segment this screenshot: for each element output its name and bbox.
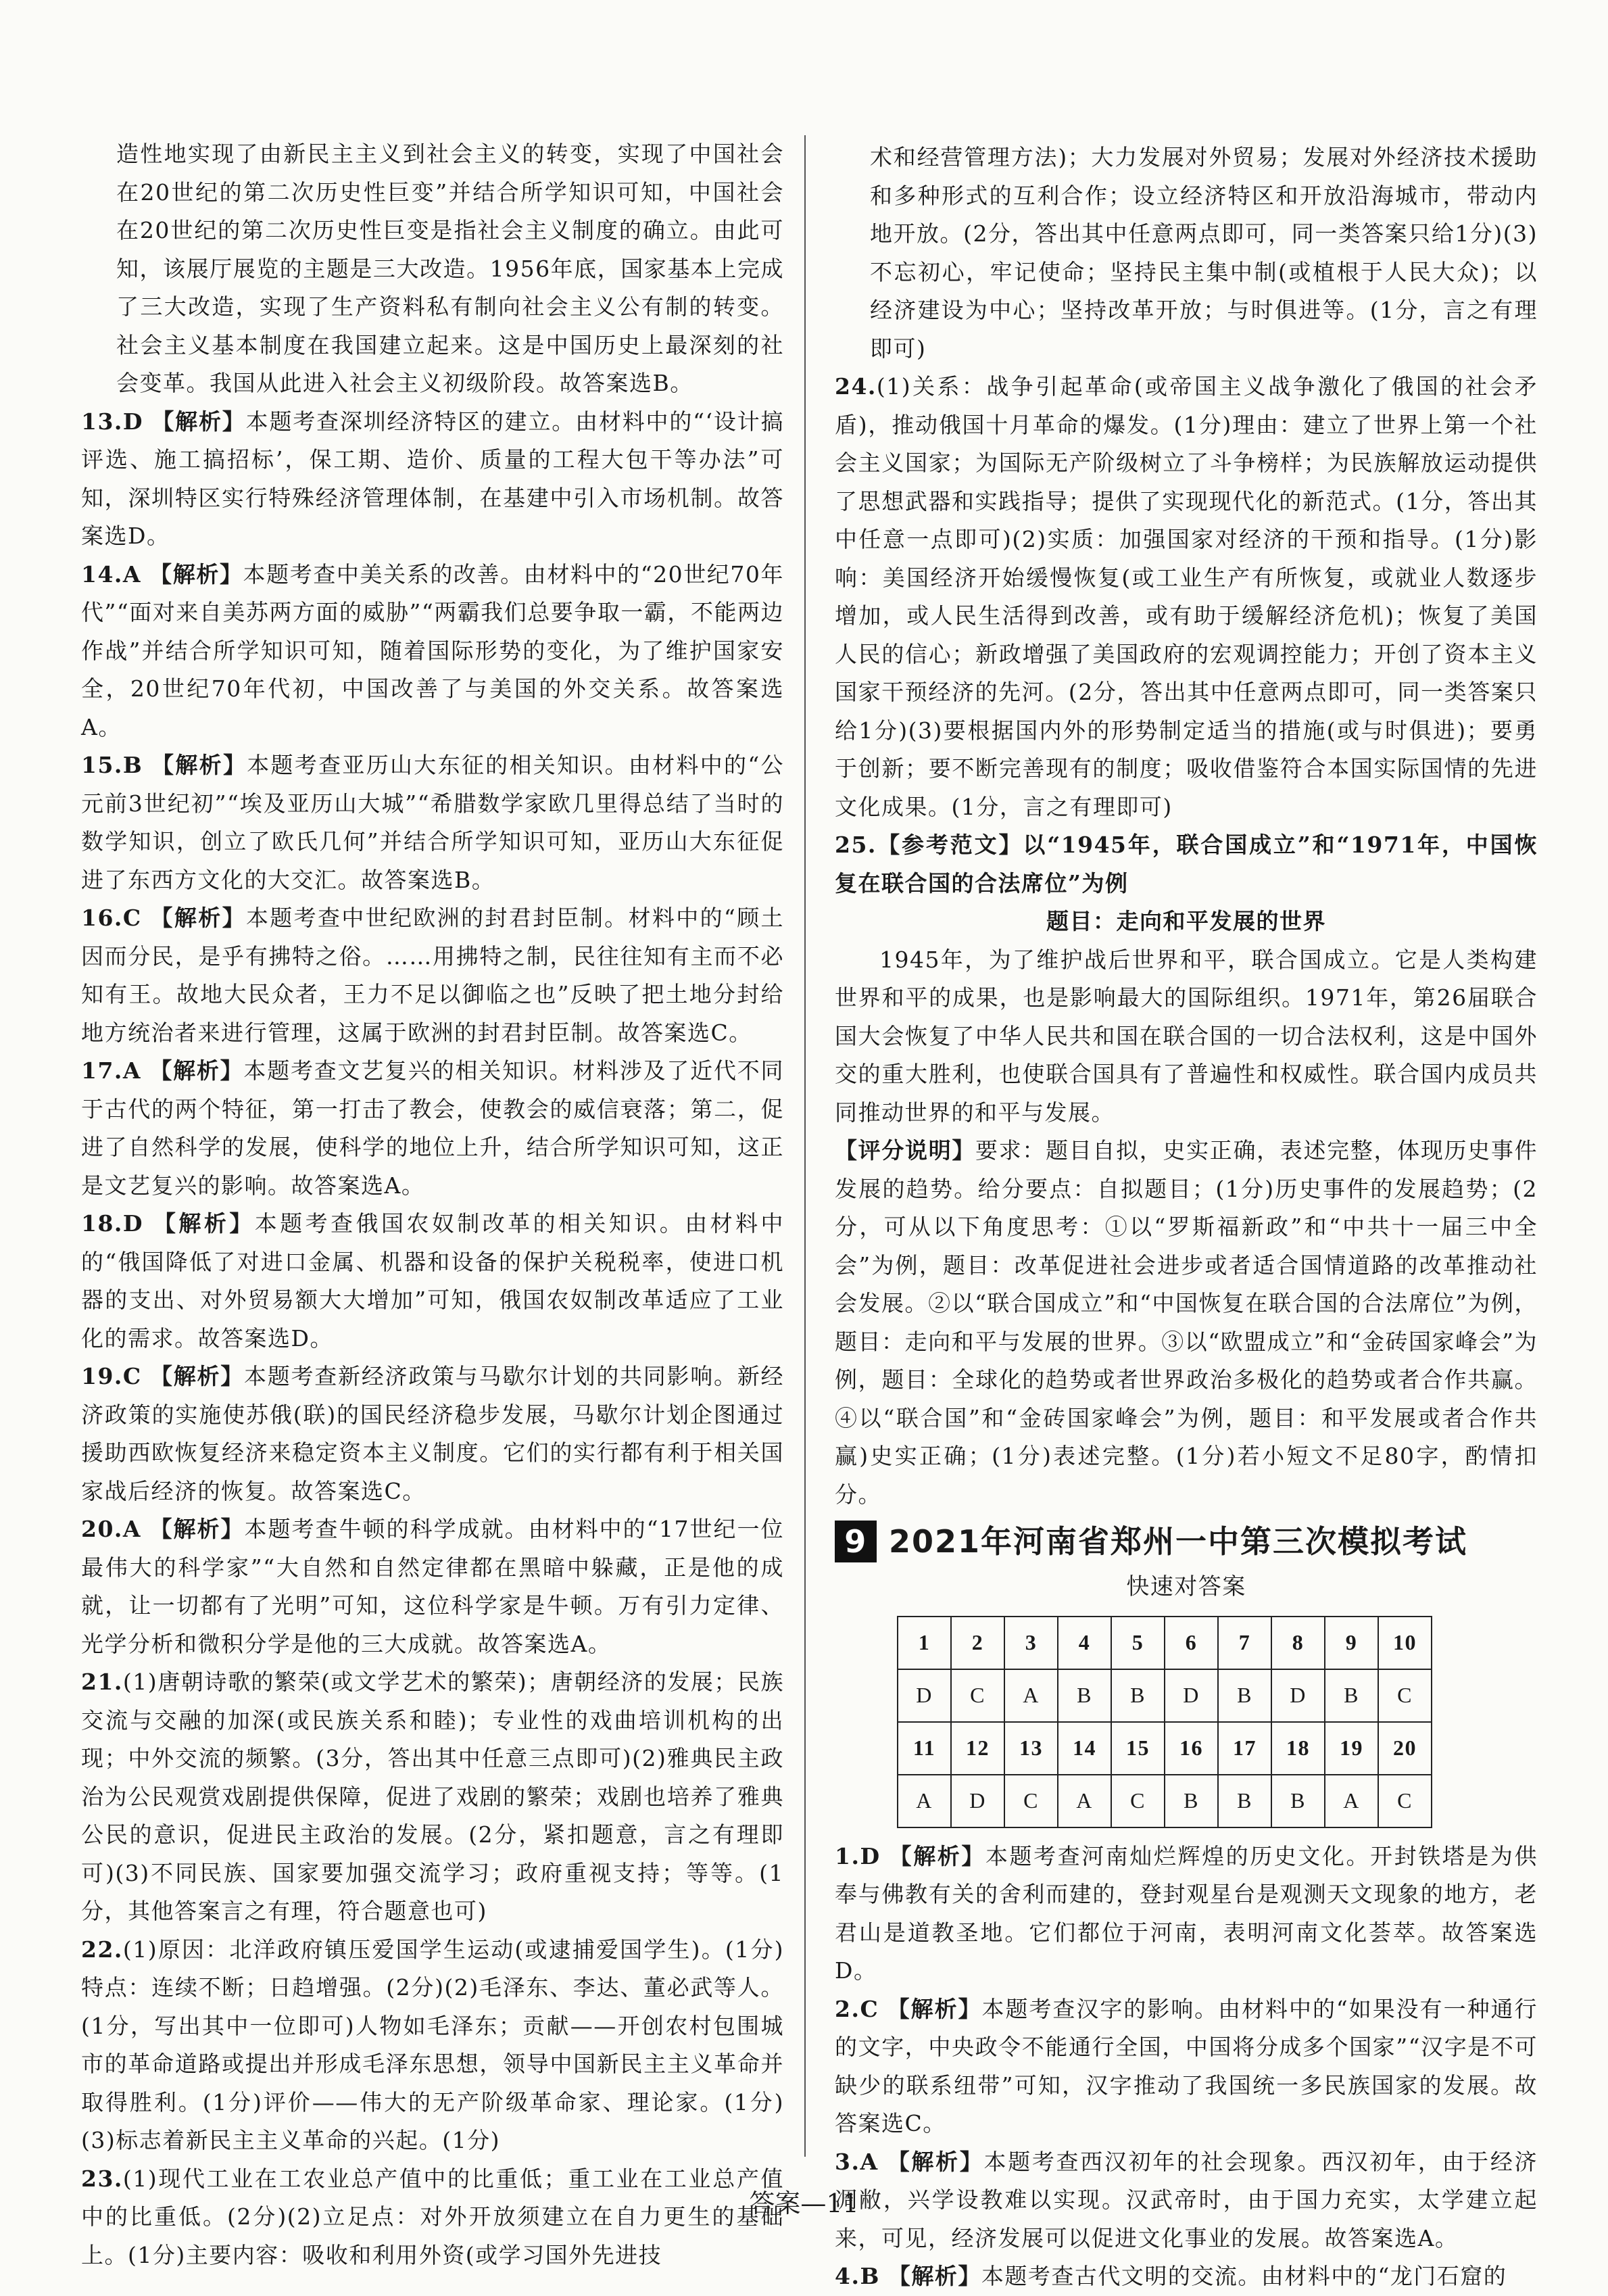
table-cell: C [1378,1775,1432,1827]
question-number: 1. [835,1842,860,1869]
quick-answer-caption: 快速对答案 [1126,1573,1246,1600]
answer-text: (1)唐朝诗歌的繁荣(或文学艺术的繁荣)；唐朝经济的发展；民族交流与交融的加深(或民族关系和睦)；专业性的戏曲培训机构的出现；中外交流的频繁。(3分，答出其中任意三点即可)(2)雅典民主政治为公民观赏戏剧提供保障，促进了戏剧的繁荣；戏剧也培养了雅典公民的意识，促进民主政治的发展。(2分，紧扣题意，言之有理即可)(3)不同民族、国家要加强交流学习；政府重视支持；等等。(1分，其他答案言之有理，符合题意也可) [81,1669,784,1924]
answer-item-e4 [835,2257,1538,2296]
table-cell: D [898,1669,951,1722]
answer-item-21 [81,1663,784,1931]
analysis-text: 本题考查文艺复兴的相关知识。材料涉及了近代不同于古代的两个特征，第一打击了教会，使教会的威信衰落；第二，促进了自然科学的发展，使科学的地位上升，结合所学知识可知，这正是文艺复兴的影响。故答案选A。 [81,1057,785,1199]
analysis-tag: 【解析】 [153,1210,255,1237]
table-cell: D [951,1775,1004,1827]
answer-item-20 [81,1510,784,1663]
table-cell: C [1004,1775,1058,1827]
table-cell: 4 [1058,1617,1111,1669]
answer-item-24 [835,368,1538,826]
question-number: 15. [81,752,123,778]
table-cell: D [1165,1669,1218,1722]
answer-item-17 [81,1052,784,1205]
analysis-text: 本题考查河南灿烂辉煌的历史文化。开封铁塔是为供奉与佛教有关的舍利而建的，登封观星台是观测天文现象的地方，老君山是道教圣地。它们都位于河南，表明河南文化荟萃。故答案选D。 [835,1842,1538,1984]
answer-letter: D [122,1210,144,1237]
answer-item-e2 [835,1990,1538,2143]
analysis-text: 本题考查新经济政策与马歇尔计划的共同影响。新经济政策的实施使苏俄(联)的国民经济稳步发展，马歇尔计划企图通过援助西欧恢复经济来稳定资本主义制度。它们的实行都有利于相关国家战后经济的恢复。故答案选C。 [81,1363,785,1504]
analysis-tag: 【解析】 [151,752,247,778]
question-number: 18. [81,1210,123,1237]
question-number: 4. [835,2263,860,2289]
table-row-numbers-1 [898,1617,1432,1669]
analysis-tag: 【解析】 [889,1842,985,1869]
analysis-tag: 【解析】 [887,2263,981,2289]
table-cell: 5 [1111,1617,1165,1669]
analysis-text: 本题考查中美关系的改善。由材料中的“20世纪70年代”“面对来自美苏两方面的威胁”“两霸我们总要争取一霸，不能两边作战”并结合所学知识可知，随着国际形势的变化，为了维护国家安全，20世纪70年代初，中国改善了与美国的外交关系。故答案选A。 [81,560,784,740]
question-number: 2. [835,1995,860,2022]
analysis-text: 本题考查西汉初年的社会现象。西汉初年，由于经济凋敝，兴学设教难以实现。汉武帝时，由于国力充实，太学建立起来，可见，经济发展可以促进文化事业的发展。故答案选A。 [835,2148,1538,2251]
table-cell: 8 [1271,1617,1325,1669]
table-cell: C [951,1669,1004,1722]
answer-letter: A [122,560,142,588]
answer-text: (1)现代工业在工农业总产值中的比重低；重工业在工业总产值中的比重低。(2分)(2)立足点：对外开放须建立在自力更生的基础上。(1分)主要内容：吸收和利用外资(或学习国外先进技 [81,2165,784,2268]
answer-letter: D [860,1842,881,1869]
table-cell: 9 [1325,1617,1378,1669]
table-cell: 6 [1165,1617,1218,1669]
right-column [835,139,1538,2296]
answer-item-25 [835,826,1538,903]
question-number: 13. [81,408,123,435]
answer-letter: A [860,2148,879,2175]
exam-title: 2021年河南省郑州一中第三次模拟考试 [889,1523,1468,1560]
question-number: 21. [81,1669,123,1695]
answer-letter: C [860,1995,879,2022]
scoring-tag: 【评分说明】 [835,1137,976,1164]
question-number: 20. [81,1516,123,1542]
table-cell: 2 [951,1617,1004,1669]
table-cell: A [898,1775,951,1827]
answer-item-13 [81,403,784,556]
essay-title: 题目：走向和平发展的世界 [1046,908,1326,934]
answer-item-14 [81,556,784,747]
table-cell: 15 [1111,1722,1165,1775]
table-cell: B [1325,1669,1378,1722]
table-cell: 12 [951,1722,1004,1775]
answer-item-e1 [835,1838,1538,1990]
answer-item-18 [81,1205,784,1358]
scoring-text: 要求：题目自拟，史实正确，表述完整，体现历史事件发展的趋势。给分要点：自拟题目；(1分)历史事件的发展趋势；(2分，可从以下角度思考：①以“罗斯福新政”和“中共十一届三中全会”为例，题目：改革促进社会进步或者适合国情道路的改革推动社会发展。②以“联合国成立”和“中国恢复在联合国的合法席位”为例，题目：走向和平与发展的世界。③以“欧盟成立”和“金砖国家峰会”为例，题目：全球化的趋势或者世界政治多极化的趋势或者合作共赢。④以“联合国”和“金砖国家峰会”为例，题目：和平发展或者合作共赢)史实正确；(1分)表述完整。(1分)若小短文不足80字，酌情扣分。 [835,1137,1538,1508]
quick-answer-table [897,1616,1432,1828]
table-cell: B [1218,1775,1271,1827]
analysis-text: 本题考查古代文明的交流。由材料中的“龙门石窟的 [981,2263,1507,2289]
page-footer: 答案—11 [749,2189,859,2218]
question-number: 22. [81,1936,123,1963]
reference-essay-tag: 【参考范文】 [876,832,1023,858]
answer-item-15 [81,746,784,899]
table-row-numbers-2 [898,1722,1432,1775]
table-cell: 14 [1058,1722,1111,1775]
table-cell: 20 [1378,1722,1432,1775]
table-row-answers-1 [898,1669,1432,1722]
table-cell: 19 [1325,1722,1378,1775]
table-cell: 13 [1004,1722,1058,1775]
column-divider [804,135,806,2157]
table-cell: A [1325,1775,1378,1827]
question-number: 14. [81,560,123,588]
table-cell: A [1058,1775,1111,1827]
table-cell: 17 [1218,1722,1271,1775]
table-cell: D [1271,1669,1325,1722]
table-cell: 7 [1218,1617,1271,1669]
essay-body: 1945年，为了维护战后世界和平，联合国成立。它是人类构建世界和平的成果，也是影响最大的国际组织。1971年，第26届联合国大会恢复了中华人民共和国在联合国的一切合法权利，这是中国外交的重大胜利，也使联合国具有了普遍性和权威性。联合国内成员共同推动世界的和平与发展。 [835,946,1538,1126]
analysis-tag: 【解析】 [149,560,243,588]
question-number: 25. [835,832,877,858]
question-number: 3. [835,2148,860,2175]
answer-letter: D [122,408,144,435]
analysis-tag: 【解析】 [887,2148,984,2175]
analysis-tag: 【解析】 [887,1995,982,2022]
continued-answer-23: 术和经营管理方法)；大力发展对外贸易；发展对外经济技术援助和多种形式的互利合作；设立经济特区和开放沿海城市，带动内地开放。(2分，答出其中任意两点即可，同一类答案只给1分)(3)不忘初心，牢记使命；坚持民主集中制(或植根于人民大众)；以经济建设为中心；坚持改革开放；与时俱进等。(1分，言之有理即可) [870,144,1538,362]
answer-text: (1)原因：北洋政府镇压爱国学生运动(或逮捕爱国学生)。(1分)特点：连续不断；日趋增强。(2分)(2)毛泽东、李达、董必武等人。(1分，写出其中一位即可)人物如毛泽东；贡献——开创农村包围城市的革命道路或提出并形成毛泽东思想，领导中国新民主主义革命并取得胜利。(1分)评价——伟大的无产阶级革命家、理论家。(1分)(3)标志着新民主主义革命的兴起。(1分) [81,1936,784,2153]
analysis-tag: 【解析】 [149,1363,244,1389]
table-cell: B [1218,1669,1271,1722]
analysis-tag: 【解析】 [149,1057,244,1084]
table-row-answers-2 [898,1775,1432,1827]
answer-item-16 [81,899,784,1052]
analysis-text: 本题考查汉字的影响。由材料中的“如果没有一种通行的文字，中央政令不能通行全国，中国将分成多个国家”“汉字是不可缺少的联系纽带”可知，汉字推动了我国统一多民族国家的发展。故答案选C。 [835,1995,1538,2136]
reference-essay-heading: 以“1945年，联合国成立”和“1971年，中国恢复在联合国的合法席位”为例 [835,832,1538,896]
analysis-tag: 【解析】 [151,408,246,435]
question-number: 16. [81,905,123,931]
table-cell: 10 [1378,1617,1432,1669]
answer-letter: A [122,1057,142,1084]
table-cell: 11 [898,1722,951,1775]
exam-number-badge: 9 [835,1521,877,1562]
question-number: 24. [835,373,877,400]
table-cell: B [1165,1775,1218,1827]
table-cell: 18 [1271,1722,1325,1775]
question-number: 23. [81,2165,123,2192]
exam-header [835,1521,1538,1562]
table-cell: A [1004,1669,1058,1722]
table-cell: C [1111,1775,1165,1827]
question-number: 17. [81,1057,123,1084]
analysis-text: 本题考查俄国农奴制改革的相关知识。由材料中的“俄国降低了对进口金属、机器和设备的保护关税税率，使进口机器的支出、对外贸易额大大增加”可知，俄国农奴制改革适应了工业化的需求。故答案选D。 [81,1210,785,1352]
question-number: 19. [81,1363,123,1389]
table-cell: 1 [898,1617,951,1669]
answer-item-19 [81,1358,784,1510]
answer-letter: A [122,1516,142,1542]
analysis-text: 本题考查牛顿的科学成就。由材料中的“17世纪一位最伟大的科学家”“大自然和自然定律都在黑暗中躲藏，正是他的成就，让一切都有了光明”可知，这位科学家是牛顿。万有引力定律、光学分析和微积分学是他的三大成就。故答案选A。 [81,1516,784,1657]
table-cell: 16 [1165,1722,1218,1775]
table-cell: 3 [1004,1617,1058,1669]
table-cell: B [1058,1669,1111,1722]
answer-item-22 [81,1931,784,2160]
answer-letter: B [122,752,143,778]
analysis-tag: 【解析】 [150,905,246,931]
table-cell: C [1378,1669,1432,1722]
answer-text: (1)关系：战争引起革命(或帝国主义战争激化了俄国的社会矛盾)，推动俄国十月革命的爆发。(1分)理由：建立了世界上第一个社会主义国家；为国际无产阶级树立了斗争榜样；为民族解放运动提供了思想武器和实践指导；提供了实现现代化的新范式。(1分，答出其中任意一点即可)(2)实质：加强国家对经济的干预和指导。(1分)影响：美国经济开始缓慢恢复(或工业生产有所恢复，或就业人数逐步增加，或人民生活得到改善，或有助于缓解经济危机)；恢复了美国人民的信心；新政增强了美国政府的宏观调控能力；开创了资本主义国家干预经济的先河。(2分，答出其中任意两点即可，同一类答案只给1分)(3)要根据国内外的形势制定适当的措施(或与时俱进)；要勇于创新；要不断完善现有的制度；吸收借鉴符合本国实际国情的先进文化成果。(1分，言之有理即可) [835,373,1538,820]
answer-letter: C [122,905,142,931]
answer-letter: B [860,2263,880,2289]
left-column [81,135,784,2274]
table-cell: B [1111,1669,1165,1722]
table-cell: B [1271,1775,1325,1827]
answer-letter: C [122,1363,142,1389]
scoring-notes [835,1132,1538,1514]
analysis-text: 本题考查亚历山大东征的相关知识。由材料中的“公元前3世纪初”“埃及亚历山大城”“希腊数学家欧几里得总结了当时的数学知识，创立了欧氏几何”并结合所学知识可知，亚历山大东征促进了东西方文化的大交汇。故答案选B。 [81,752,784,893]
continued-explanation: 造性地实现了由新民主主义到社会主义的转变，实现了中国社会在20世纪的第二次历史性巨变”并结合所学知识可知，中国社会在20世纪的第二次历史性巨变是指社会主义制度的确立。由此可知，该展厅展览的主题是三大改造。1956年底，国家基本上完成了三大改造，实现了生产资料私有制向社会主义公有制的转变。社会主义基本制度在我国建立起来。这是中国历史上最深刻的社会变革。我国从此进入社会主义初级阶段。故答案选B。 [116,141,784,396]
analysis-text: 本题考查深圳经济特区的建立。由材料中的“‘设计搞评选、施工搞招标’，保工期、造价、质量的工程大包干等办法”可知，深圳特区实行特殊经济管理体制，在基建中引入市场机制。故答案选D。 [81,408,784,549]
analysis-text: 本题考查中世纪欧洲的封君封臣制。材料中的“顾土因而分民，是乎有拂特之俗。……用拂特之制，民往往知有主而不必知有王。故地大民众者，王力不足以御临之也”反映了把土地分封给地方统治者来进行管理，这属于欧洲的封君封臣制。故答案选C。 [81,905,784,1046]
analysis-tag: 【解析】 [149,1516,245,1542]
